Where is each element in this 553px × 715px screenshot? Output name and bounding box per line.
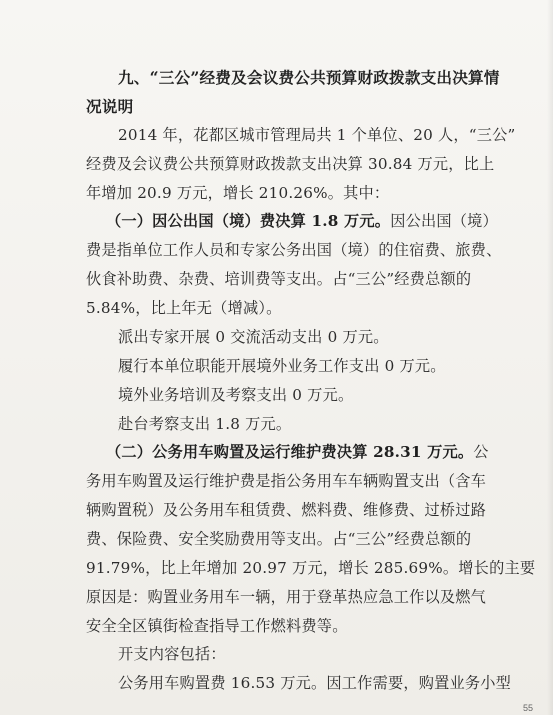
intro-line-1: 2014 年，花都区城市管理局共 1 个单位、20 人，“三公” — [118, 126, 516, 144]
sec1-line-3: 伙食补助费、杂费、培训费等支出。占“三公”经费总额的 — [86, 270, 472, 288]
sec2-line-4: 费、保险费、安全奖励费用等支出。占“三公”经费总额的 — [86, 530, 472, 548]
sec2-line-5: 91.79%，比上年增加 20.97 万元，增长 285.69%。增长的主要 — [86, 559, 536, 577]
sec2-line-6: 原因是：购置业务用车一辆，用于登革热应急工作以及燃气 — [86, 588, 487, 606]
sec1-line-4: 5.84%，比上年无（增减）。 — [86, 299, 282, 317]
sec1-line-1 — [106, 214, 498, 229]
sec2-line-3: 辆购置税）及公务用车租赁费、燃料费、维修费、过桥过路 — [86, 501, 487, 519]
sec1-item-1: 派出专家开展 0 交流活动支出 0 万元。 — [118, 328, 389, 346]
sec2-line-1 — [106, 445, 489, 460]
intro-line-2: 经费及会议费公共预算财政拨款支出决算 30.84 万元，比上 — [86, 155, 495, 173]
sec2-line-2: 务用车购置及运行维护费是指公务用车车辆购置支出（含车 — [86, 472, 487, 490]
sec1-line1-tail: 因公出国（境） — [390, 212, 498, 230]
section-heading-line1: 九、“三公”经费及会议费公共预算财政拨款支出决算情 — [118, 68, 500, 87]
sec1-item-2: 履行本单位职能开展境外业务工作支出 0 万元。 — [118, 357, 446, 375]
sec1-line-2: 费是指单位工作人员和专家公务出国（境）的住宿费、旅费、 — [86, 241, 502, 259]
sec1-item-4: 赴台考察支出 1.8 万元。 — [118, 415, 292, 433]
sec2-title: （二）公务用车购置及运行维护费决算 28.31 万元。 — [106, 443, 474, 461]
purchase-line-1: 公务用车购置费 16.53 万元。因工作需要，购置业务小型 — [118, 674, 512, 692]
sec1-item-3: 境外业务培训及考察支出 0 万元。 — [118, 386, 354, 404]
expense-intro: 开支内容包括： — [118, 645, 226, 663]
sec2-line1-tail: 公 — [473, 443, 489, 461]
sec1-title: （一）因公出国（境）费决算 1.8 万元。 — [106, 212, 391, 230]
paper-edge — [547, 0, 553, 715]
sec2-line-7: 安全全区镇街检查指导工作燃料费等。 — [86, 617, 348, 635]
corner-mark: 55 — [522, 703, 533, 713]
intro-line-3: 年增加 20.9 万元，增长 210.26%。其中： — [86, 184, 390, 202]
section-heading-line2: 况说明 — [86, 97, 134, 116]
